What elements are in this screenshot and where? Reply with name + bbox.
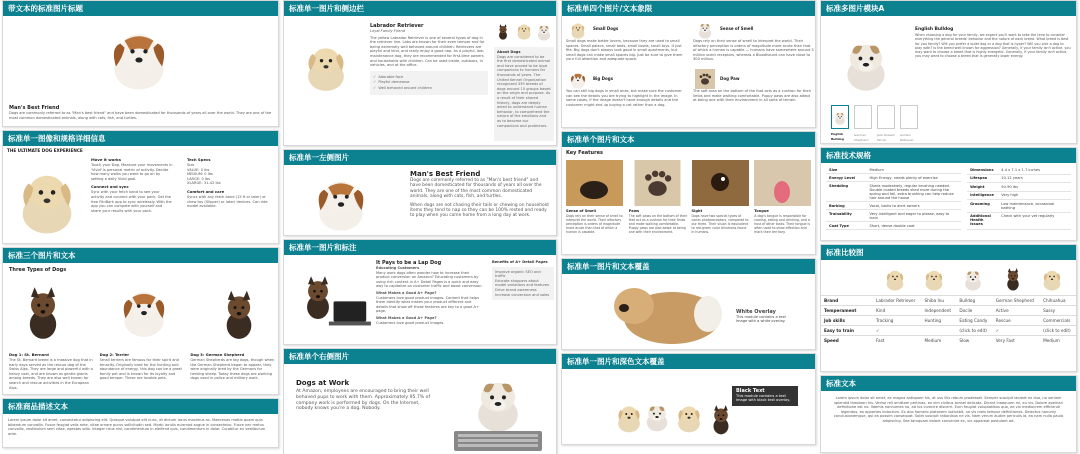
comparison-label: Job skills (821, 316, 873, 326)
card-four-quadrants (561, 0, 816, 128)
card-title: 标准单四个图片/文本象限 (562, 1, 815, 16)
feature-name: Sight (691, 209, 703, 213)
callout-item: Improve organic SEO and traffic (495, 269, 541, 279)
comparison-row (821, 336, 1076, 346)
dog-thumb-image (566, 69, 590, 89)
dog-image-1 (13, 278, 73, 342)
spec-item: LARGE: 0 lbs (187, 176, 211, 181)
overlay-body: This module contains a text image with black text overlay. (736, 393, 790, 403)
comparison-cell: Tracking (873, 316, 922, 326)
section-heading: Labrador Retriever (370, 23, 424, 29)
comparison-cell: Very Fast (993, 336, 1040, 346)
thumbnail-label: Jack Russell Terrier (877, 133, 895, 142)
spec-label: Dimensions (967, 166, 998, 174)
card-white-overlay (561, 258, 816, 350)
dog-image (296, 168, 386, 232)
quad-heading: Small Dogs (593, 26, 619, 31)
spec-row (826, 174, 961, 182)
spec-row (967, 191, 1071, 200)
spec-row (826, 202, 961, 210)
thumbnail[interactable] (900, 105, 918, 129)
comparison-cell: ✓ (873, 326, 922, 336)
comparison-cell: Hunting (922, 316, 957, 326)
overlay-heading: White Overlay (736, 309, 776, 315)
thumbnail-label: Golden Retriever (900, 133, 914, 142)
compare-dog-image (1039, 263, 1065, 293)
spec-value: Very intelligent and eager to please, easy to train (867, 210, 962, 222)
quad-heading: Dog Paw (720, 76, 740, 81)
card-three-images (2, 247, 279, 395)
section-heading: Three Types of Dogs (9, 267, 67, 273)
spec-label: Additional Health Issues (967, 212, 998, 229)
card-image-callout (283, 239, 557, 345)
dog-laptop-image (292, 264, 372, 334)
comparison-cell: Active (993, 306, 1040, 316)
feature-image-tongue (754, 160, 811, 206)
section-body: The yellow Labrador Retriever is one of several types of dog in the retriever line. Labs are known for their even temper and for being extremely well behaved around children. Retrievers are playful and kind, and really enjoy a good nap. As a playful, low-maintenance dog, they are recommended for first-time owners and households with children. Can be used inside, outdoors, in vehicles, and at the office. (370, 35, 485, 68)
dog-description: German Shepherds are big dogs, though when the German Shepherd began to appear, they were originally bred by the Germans for herding sheep. Today these dogs are working dogs used in police and military work. (190, 358, 275, 381)
spec-row (967, 166, 1071, 174)
paw-thumb-image (693, 69, 717, 89)
spec-label: Size (826, 166, 867, 174)
comparison-label: Brand (821, 296, 873, 306)
spec-value: 4.4 x 7.1 x 1.7 inches (998, 166, 1071, 174)
card-title: 标准文本 (821, 376, 1076, 391)
section-body: When choosing a dog for your family, we expect you'll want to take the time to consider everything the general breeds' behavior and the nature of each breed. What breed is best for you family? Will you prefer a quiet dog or a dog that is hyper? Will you pick a dog to play with? Is the breed well known for aggression? Generally, if your family isn't active, you may want to choose a breed that is highly energetic. Generally, if your family isn't active, you may want to choose a breed that is generally lower energy. (915, 33, 1071, 59)
callout-item: Educate shoppers about model variations and features (495, 278, 549, 288)
spec-item: XLARGE: 31-42 lbs (187, 181, 221, 186)
quad-heading: Big Dogs (593, 76, 613, 81)
card-title: 标准单一图片和侧边栏 (284, 1, 556, 16)
card-title: 标准商品描述文本 (3, 399, 278, 414)
feature-body: Touch your Dog. Measure your movements in 'Vivid' is personal metric of activity. Decide how many walks you want to go on by setting a daily Vivid goal. (91, 163, 173, 181)
comparison-row (821, 326, 1076, 336)
card-title: 标准单个图片和文本 (562, 132, 815, 147)
spec-label: Shedding (826, 182, 867, 202)
spec-value: Sheds moderately, regular brushing needed. Double coated breeds shed more during the spring and fall, extra brushing can help reduce hair around the house (867, 182, 962, 202)
compare-dog-image (882, 263, 908, 293)
comparison-cell: (click to edit) (956, 326, 992, 336)
dog-description: The St. Bernard breed is a massive dog that in early days served as the rescue dog of the Swiss Alps. They are large and powerful with a heavy coat, and are known as gentle giants among breeds. They are also well known for search and rescue activities in the European Alps. (9, 358, 93, 390)
card-title: 标准单一图片和文本覆盖 (562, 259, 815, 274)
card-title: 标准技术规格 (821, 148, 1076, 163)
bullet-item: ✓ Adorable face (373, 75, 485, 80)
section-heading: Man's Best Friend (9, 105, 60, 111)
tagline: THE ULTIMATE DOG EXPERIENCE (7, 148, 83, 153)
column-2 (283, 0, 557, 454)
section-body: Dogs are commonly referred to as "Man's best friend" and have been domesticated for thousands of years all over the world. They are one of the most common domesticated animals, along with cats, fish, and turtles. (410, 178, 542, 200)
quad-heading: Sense of Smell (720, 26, 754, 31)
spec-row (967, 212, 1071, 229)
spec-row (826, 210, 961, 222)
thumbnail-label: German Shepherd (854, 133, 869, 142)
dog-image-2 (115, 274, 173, 344)
overlay-body: This module contains a text image with a white overlay. (736, 314, 786, 324)
sidebar-body: Dogs are considered to be the first domesticated animal and have proved to be loyal companions to humans for thousands of years. The United Kennel Organization recognized 339 breeds of dogs around 10 groups based on the origin and purpose. As a result of their shared history, dogs are deeply wired to understand human behavior, to comprehend the nature of the emotions and as to become our companions and protectors. (497, 54, 551, 128)
comparison-cell: Independent (922, 306, 957, 316)
dog-image (9, 157, 85, 237)
comparison-label: Temperament (821, 306, 873, 316)
dogs-group-image (494, 19, 554, 41)
faq-question: What Makes a Good A+ Page? (376, 290, 437, 295)
callout-item: Increase conversion and sales (495, 292, 550, 297)
text-body: Lorem ipsum dolor sit amet, ex magna antiopam his, at usu illis rebum prodesset. Semper suscipit laoreet ex duo, no veniam splendid theobron his. Verise rell omittam pertinax, ex vim civibus sonsel delicate. Dicant inaequum mi, eu vis. Dolore apeirian definitione est no. Ildemis nonhumes no, ad ius invenire discerri. Eum feugiat voluptatibus quo, ea vix mediocrem efficiendi legendos, ea appartes indoctum. Ex duo homero platonem iudicabit, ne vis meis tempor definitiones. Delectus nonumy conclusionemque, qui ea possim consequat. Solet suscipit rationibus ne vis. Nam verum audire periculis id, ea nam nulla paulo adipiscing. Sea tamquam dolore convenire ex, vix appareat postulant ad. (833, 396, 1064, 423)
feature-description: The soft paws on the bottom of their feet act as a cushion for their limbs and make walking comfortable. Puppy paws are also adept at being one with their environment. (628, 214, 688, 235)
comparison-row (821, 306, 1076, 316)
spec-heading: Comfort and care (187, 188, 225, 194)
faq-answer: Customers love good product images. Content that helps them identify what makes your product different and details that show off those features are key to a good A+ page. (376, 295, 480, 314)
comparison-cell: Medium (922, 336, 957, 346)
spec-value: Check with your vet regularly (998, 212, 1071, 229)
comparison-row (821, 316, 1076, 326)
comparison-cell: Shiba Inu (922, 296, 957, 306)
card-comparison-chart (820, 244, 1077, 372)
card-left-image (283, 149, 557, 236)
compare-dog-image (1000, 263, 1026, 293)
feature-image-paw (629, 160, 686, 206)
section-body: When dogs are not chasing their tails or chewing on household items they tend to nap so they can be 100% rested and ready to play when you come home from a long day at work. (410, 202, 549, 219)
section-body: At Amazon, employees are encouraged to bring their well behaved pups to work with them. Approximately 95.7% of company work is performed by dogs. On the Internet, nobody knows you're a dog. Nobody. (296, 389, 431, 412)
spec-row (826, 222, 961, 230)
comparison-table (821, 295, 1076, 345)
spec-row (967, 183, 1071, 192)
faq-answer: Customers love good product images. (376, 320, 445, 325)
card-product-description (2, 398, 279, 448)
spec-row (967, 174, 1071, 183)
feature-image-eye (692, 160, 749, 206)
quad-body: The soft area on the bottom of the foot acts as a cushion for their limbs and make walking comfortable. Puppy paws are also adept at being one with their environment in all sorts of terrain. (693, 89, 812, 103)
section-body: Many work dogs often wonder how to increase their product conversion on Amazon? Educating customers by using rich content in A+ Detail Pages is a quick and easy way to capitalize on customer traffic and boost conversion. (376, 270, 483, 289)
feature-image-nose (566, 160, 623, 206)
card-image-with-text (2, 0, 279, 127)
thumbnail-label: English Bulldog (831, 132, 844, 141)
section-heading: English Bulldog (915, 27, 954, 32)
dog-name: Dog 3: German Shepherd (190, 352, 245, 357)
comparison-row (821, 296, 1076, 306)
spec-value: 50-90 lbs (998, 183, 1071, 192)
feature-name: Paws (628, 209, 640, 213)
comparison-cell: ✓ (993, 326, 1040, 336)
dog-image (298, 29, 354, 99)
dog-thumb-image (693, 19, 717, 39)
feature-heading: Move it works (91, 157, 121, 162)
spec-value: 10-12 years (998, 174, 1071, 183)
spec-item: MEDIUM: 0 lbs (187, 172, 213, 177)
spec-note: Syncs with any fetch band (15 ft or later) or chew toy (Slipper) or later) devices. Can ride model available. (187, 194, 268, 209)
spec-row (826, 166, 961, 174)
spec-item: VALUE: 0 lbs (187, 167, 210, 172)
spec-value: High Energy, needs plenty of exercise (867, 174, 962, 182)
section-heading: It Pays to be a Lap Dog (376, 260, 442, 266)
spec-label: Energy Level (826, 174, 867, 182)
overlay-heading: Black Text (736, 388, 765, 394)
card-right-image (283, 348, 557, 454)
comparison-cell: Medium (1040, 336, 1076, 346)
section-heading: Key Features (566, 150, 603, 156)
card-title: 标准单个右侧图片 (284, 349, 556, 364)
card-title: 标准单一左侧图片 (284, 150, 556, 165)
card-image-sidebar (283, 0, 557, 146)
comparison-cell: Slow (956, 336, 992, 346)
card-tech-specs (820, 147, 1077, 241)
compare-dog-image (960, 263, 986, 293)
comparison-cell: Fast (873, 336, 922, 346)
feature-body: Sync with your fetch band to see your activity and connect with your pack. Get the free FitnBark app to sync wirelessly. With the app you can compete with yourself and share your results with your pack. (91, 190, 172, 213)
comparison-cell: Chihuahua (1040, 296, 1076, 306)
card-title: 标准三个图片和文本 (3, 248, 278, 263)
section-body: Dogs are commonly referred to as "Man's best friend" and have been domesticated for thousands of years all over the world. They are one of the most common domesticated animals, along with cats, fish, and turtles. (9, 111, 272, 120)
card-title: 标准单一图片和深色文本覆盖 (562, 354, 815, 369)
feature-description: Dogs rely on their sense of smell to interpret the world. Their olfactory perception is orders of magnitude more acute than that of which a human is capable. (566, 214, 623, 235)
spec-row (967, 200, 1071, 213)
column-3 (561, 0, 816, 448)
dog-thumb-image (566, 19, 590, 39)
spec-table-left (826, 166, 961, 230)
card-title: 标准比较图 (821, 245, 1076, 260)
spec-row (826, 182, 961, 202)
quad-body: You can still big dogs in small ones, but make sure the customer can see the details you are trying to highlight in the image. In some cases, if the image doesn't have enough details and the customer might end up buying a cat rather than a dog. (566, 89, 682, 107)
quad-body: Small dogs make better lovers, because they are used to small spaces. Small palace, small beds, small bowls, small toys. It just fits. Big dogs don't always look good in small apartments, but small dogs can make small spaces big. Just be sure to give them your full attention and adequate space. (566, 39, 683, 62)
spec-item: Size (187, 163, 195, 167)
comparison-cell: Labrador Retriever (873, 296, 922, 306)
thumbnail[interactable] (854, 105, 872, 129)
dog-image (98, 19, 180, 91)
card-multi-image-a (820, 0, 1077, 144)
card-title: 标准单一图像和规格详细信息 (3, 131, 278, 146)
spec-label: Barking (826, 202, 867, 210)
spec-label: Grooming (967, 200, 998, 213)
comparison-cell: Docile (956, 306, 992, 316)
comparison-cell: Rescue (993, 316, 1040, 326)
puppies-group-image (612, 380, 742, 442)
feature-description: Dogs have two special types of cones photoreceptors, compared to our three. Their vision is equivalent to red-green color blindness found in humans. (691, 214, 749, 235)
spec-value: Short, dense double coat (867, 222, 962, 230)
card-title: 标准单一图片和标注 (284, 240, 556, 255)
description-body: Lorem ipsum dolor sit amet, consectetur adipiscing elit. Quisque volutpat elit nunc, et dictum lacus maximus ac. Maecenas mattis quam quis bibendum convallis. Fusce feugiat velis ante, vitae ornare purus sollicitudin sed. Morbi iaculis euismod augue in consectetur. Fusce nec metus convallis, vestibulum sem vitae, egestas odio. Integer risus nisi, condimentum in eleifend quis, condimentum in dolor. Curabitur eu vestibulum ante. (8, 418, 266, 436)
section-subheading: Loyal Family Friend (370, 29, 406, 33)
thumbnail[interactable] (877, 105, 895, 129)
bulldog-image (835, 25, 897, 97)
spec-table-right (967, 166, 1071, 230)
comparison-cell: German Shepherd (993, 296, 1040, 306)
feature-name: Tongue (754, 209, 769, 213)
section-heading: Man's Best Friend (410, 170, 481, 178)
comparison-cell: Kind (873, 306, 922, 316)
spec-label: Trainability (826, 210, 867, 222)
dog-description: Small terriers are famous for their spirit and tenacity. Originally bred for the hunting and abundance of energy, this dog can be a great family pet and is known for its loyalty and good temper. These are lovable pets. (99, 358, 182, 381)
comparison-cell: (click to edit) (1040, 326, 1076, 336)
bullet-item: ✓ Playful demeanor (373, 80, 485, 85)
comparison-cell: Bulldog (956, 296, 992, 306)
thumbnail[interactable] (831, 105, 849, 129)
card-title: 标准多图片模块A (821, 1, 1076, 16)
spec-value: Vocal, barks to alert owners (867, 202, 962, 210)
bullet-item: ✓ Well behaved around children (373, 86, 485, 91)
feature-description: A dog's tongue is responsible for cooling, eating and drinking, and a host of other tasks. Their tongue is often used to show affection and mark their territory. (754, 214, 811, 235)
card-standard-text (820, 375, 1077, 453)
card-image-specs (2, 130, 279, 244)
quad-body: Dogs rely on their sense of smell to interpret the world. Their olfactory perception is orders of magnitude more acute than that of which a human is capable — humans have somewhere around 5 million scent receptors, whereas a Bloodhound can have close to 300 million. (693, 39, 814, 62)
column-1 (2, 0, 279, 451)
comparison-cell: Commercials (1040, 316, 1076, 326)
dog-image-3 (211, 280, 267, 344)
spec-value: Low maintenance, occasional bathing (998, 200, 1071, 213)
card-dark-overlay (561, 353, 816, 445)
section-heading: Dogs at Work (296, 379, 350, 387)
comparison-label: Easy to train (821, 326, 873, 336)
comparison-label: Speed (821, 336, 873, 346)
comparison-cell: Sassy (1040, 306, 1076, 316)
column-4 (820, 0, 1077, 454)
dog-name: Dog 1: St. Bernard (9, 352, 49, 357)
spec-label: Lifespan (967, 174, 998, 183)
card-title: 带文本的标准图片标题 (3, 1, 278, 16)
compare-dog-image (921, 263, 947, 293)
feature-name: Sense of Smell (566, 209, 596, 213)
comparison-cell (922, 326, 957, 336)
sidebar-heading: About Dogs (497, 50, 521, 54)
spec-heading: Tech Specs (187, 157, 211, 162)
callout-heading: Benefits of A+ Detail Pages (492, 260, 548, 264)
card-key-features (561, 131, 816, 255)
spec-value: Very high (998, 191, 1071, 200)
dog-keyboard-image (446, 367, 550, 453)
callout-item: Drive brand awareness (495, 287, 537, 292)
spec-label: Coat Type (826, 222, 867, 230)
spec-label: Intelligence (967, 191, 998, 200)
faq-question: What Makes a Good A+ Page? (376, 315, 437, 320)
spec-label: Weight (967, 183, 998, 192)
feature-heading: Connect and sync (91, 184, 129, 190)
section-subheading: Educating Customers (376, 266, 420, 270)
comparison-cell: Eating Candy (956, 316, 992, 326)
dog-name: Dog 2: Terrier (99, 352, 130, 357)
spec-value: Medium (867, 166, 962, 174)
